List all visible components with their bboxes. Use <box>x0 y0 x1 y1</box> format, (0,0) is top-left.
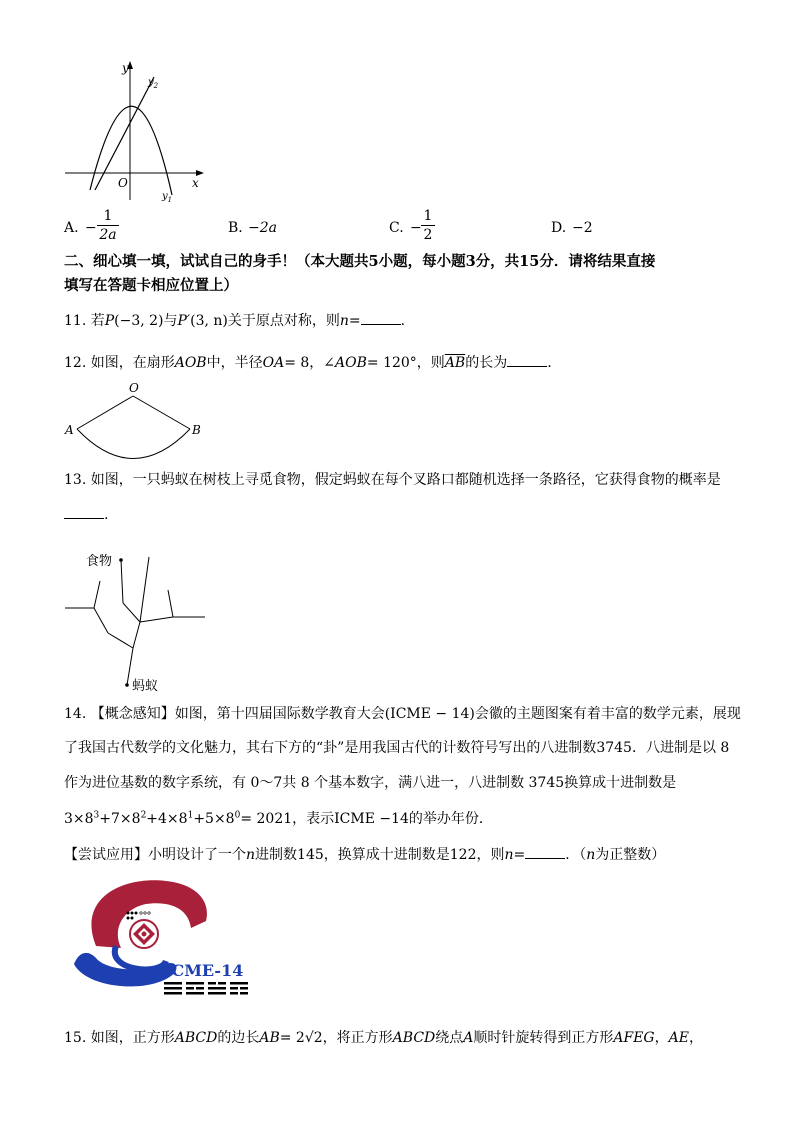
label-a: A <box>65 423 74 437</box>
origin-label: O <box>118 176 128 190</box>
question-12: 12. 如图，在扇形AOB中，半径OA= 8，∠AOB= 120°，则$\overline{AB}$的长为 . <box>64 352 552 373</box>
option-d-value: −2 <box>572 220 593 236</box>
svg-text:y1 <box>161 191 172 204</box>
option-d-label: D. <box>551 220 567 236</box>
option-b-value: −2a <box>248 220 277 236</box>
question-14-line2: 了我国古代数学的文化魅力，其右下方的“卦”是用我国古代的计数符号写出的八进制数3745．八进制是以 8 <box>64 740 730 756</box>
option-c-fraction: 1 2 <box>421 208 435 243</box>
logo-blue-arc <box>74 953 176 987</box>
answer-blank-12[interactable] <box>507 352 547 367</box>
option-c-minus: − <box>410 220 422 236</box>
food-label: 食物 <box>86 554 113 569</box>
curve1-label: y <box>162 191 168 202</box>
question-14-line1: 14. 【概念感知】如图，第十四届国际数学教育大会(ICME − 14)会徽的主题图案有着丰富的数学元素，展现 <box>64 706 741 722</box>
logo-text: ICME-14 <box>164 961 244 980</box>
question-14-line5: 【尝试应用】小明设计了一个n进制数145，换算成十进制数是122，则n= ．（n为正整数） <box>64 844 665 865</box>
label-o: O <box>129 381 139 395</box>
graph-parabola-line <box>60 55 210 205</box>
curve1-sub: 1 <box>167 196 173 204</box>
y-axis-label: y <box>122 61 129 75</box>
option-a-fraction: 1 2a <box>97 208 119 243</box>
ant-label: 蚂蚁 <box>132 679 159 694</box>
x-axis-label: x <box>192 176 199 190</box>
answer-blank-13[interactable] <box>64 504 104 519</box>
answer-blank-11[interactable] <box>361 310 401 325</box>
question-15: 15. 如图，正方形ABCD的边长AB= 2√2，将正方形ABCD绕点A顺时针旋转得到正方形AFEG，AE， <box>64 1030 703 1046</box>
option-c-label: C. <box>389 220 404 236</box>
ant-tree-diagram <box>60 545 220 695</box>
question-13-line2: . <box>64 504 108 525</box>
label-b: B <box>192 423 201 437</box>
option-a-label: A. <box>64 220 79 236</box>
icme-logo <box>66 876 266 1001</box>
question-11: 11. 若P(−3, 2)与P′(3, n)关于原点对称，则n= . <box>64 310 405 331</box>
question-14-line4: $3\times 8^3+7\times 8^2+4\times 8^1+5\times 8^0= 2021$，表示ICME −14的举办年份． <box>64 810 493 827</box>
option-b-label: B. <box>228 220 243 236</box>
parabola-curve <box>90 106 172 195</box>
answer-blank-14[interactable] <box>525 844 565 859</box>
option-a-minus: − <box>85 220 97 236</box>
question-13-line1: 13. 如图，一只蚂蚁在树枝上寻觅食物，假定蚂蚁在每个叉路口都随机选择一条路径，它获得食物的概率是 <box>64 472 721 488</box>
curve2-sub: 2 <box>153 82 159 90</box>
question-14-line3: 作为进位基数的数字系统，有 0～7共 8 个基本数字，满八进一，八进制数 3745换算成十进制数是 <box>64 775 677 791</box>
section2-heading-line2: 填写在答题卡相应位置上） <box>64 277 238 294</box>
section2-heading-line1: 二、细心填一填，试试自己的身手！（本大题共5小题，每小题3分，共15分．请将结果直接 <box>64 253 656 270</box>
curve2-label: y <box>148 77 154 88</box>
sector-diagram <box>60 378 210 463</box>
